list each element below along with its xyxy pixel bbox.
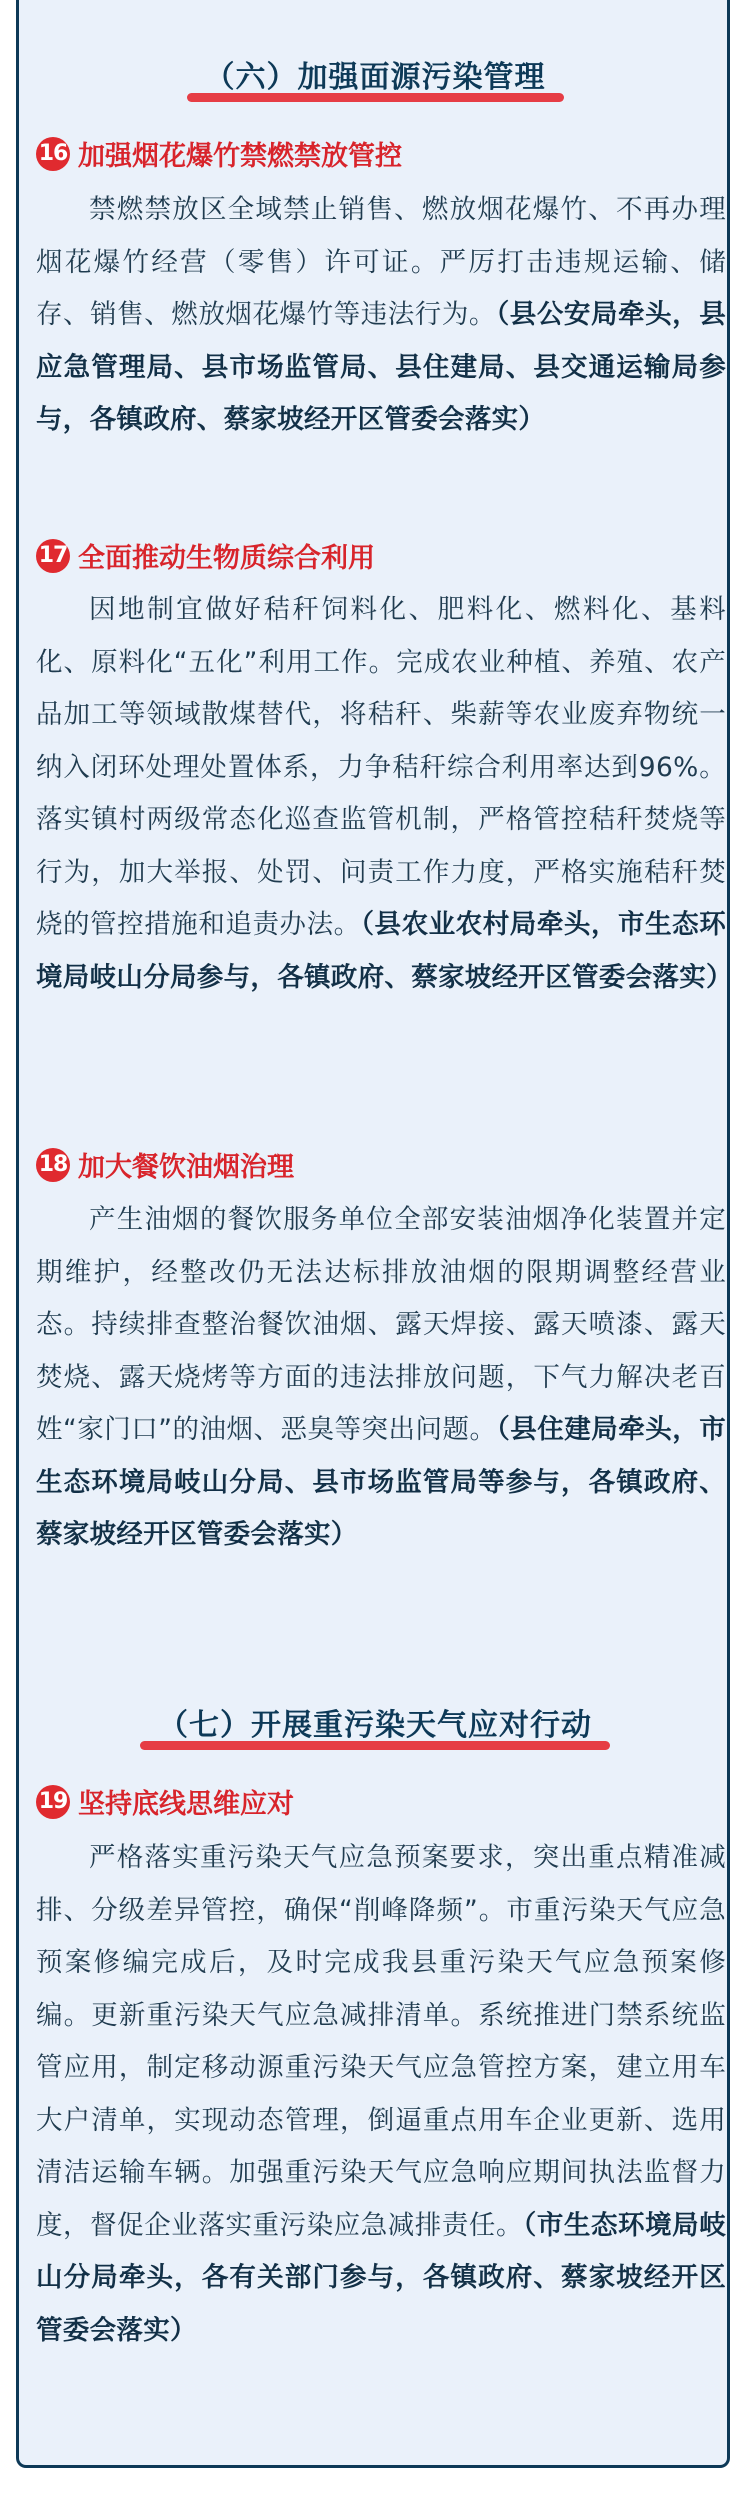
item-heading-17 <box>36 536 375 575</box>
item-paragraph-16 <box>36 184 726 447</box>
item-paragraph-19 <box>36 1832 726 2357</box>
section-title-7: （七）开展重污染天气应对行动 <box>0 1700 750 1744</box>
section-title-6: （六）加强面源污染管理 <box>0 52 750 96</box>
number-badge: 18 <box>36 1148 70 1182</box>
item-title: 坚持底线思维应对 <box>78 1789 294 1820</box>
item-paragraph-18 <box>36 1194 726 1562</box>
item-heading-16 <box>36 134 402 173</box>
item-body: 产生油烟的餐饮服务单位全部安装油烟净化装置并定期维护，经整改仍无法达标排放油烟的限期调整经营业态。持续排查整治餐饮油烟、露天焊接、露天喷漆、露天焚烧、露天烧烤等方面的违法排放问题，下气力解决老百姓“家门口”的油烟、恶臭等突出问题。 <box>36 1204 726 1445</box>
item-heading-18 <box>36 1145 294 1184</box>
item-title: 加强烟花爆竹禁燃禁放管控 <box>78 141 402 172</box>
responsibility-note: （县农业农村局牵头，市生态环境局岐山分局参与，各镇政府、蔡家坡经开区管委会落实） <box>36 909 733 993</box>
responsibility-note: （县住建局牵头，市生态环境局岐山分局、县市场监管局等参与，各镇政府、蔡家坡经开区管委会落实） <box>36 1414 726 1550</box>
item-body: 禁燃禁放区全域禁止销售、燃放烟花爆竹、不再办理烟花爆竹经营（零售）许可证。严厉打击违规运输、储存、销售、燃放烟花爆竹等违法行为。 <box>36 194 726 330</box>
responsibility-note: （县公安局牵头，县应急管理局、县市场监管局、县住建局、县交通运输局参与，各镇政府、蔡家坡经开区管委会落实） <box>36 299 726 435</box>
number-badge: 16 <box>36 137 70 171</box>
item-heading-19 <box>36 1782 294 1821</box>
item-body: 严格落实重污染天气应急预案要求，突出重点精准减排、分级差异管控，确保“削峰降频”。市重污染天气应急预案修编完成后，及时完成我县重污染天气应急预案修编。更新重污染天气应急减排清单。系统推进门禁系统监管应用，制定移动源重污染天气应急管控方案，建立用车大户清单，实现动态管理，倒逼重点用车企业更新、选用清洁运输车辆。加强重污染天气应急响应期间执法监督力度，督促企业落实重污染应急减排责任。 <box>36 1842 726 2241</box>
number-badge: 19 <box>36 1785 70 1819</box>
item-title: 加大餐饮油烟治理 <box>78 1152 294 1183</box>
item-title: 全面推动生物质综合利用 <box>78 543 375 574</box>
number-badge: 17 <box>36 539 70 573</box>
item-paragraph-17 <box>36 584 733 1004</box>
responsibility-note: （市生态环境局岐山分局牵头，各有关部门参与，各镇政府、蔡家坡经开区管委会落实） <box>36 2209 726 2346</box>
item-body: 因地制宜做好秸秆饲料化、肥料化、燃料化、基料化、原料化“五化”利用工作。完成农业种植、养殖、农产品加工等领域散煤替代，将秸秆、柴薪等农业废弃物统一纳入闭环处理处置体系，力争秸秆综合利用率达到96%。落实镇村两级常态化巡查监管机制，严格管控秸秆焚烧等行为，加大举报、处罚、问责工作力度，严格实施秸秆焚烧的管控措施和追责办法。 <box>36 594 726 940</box>
